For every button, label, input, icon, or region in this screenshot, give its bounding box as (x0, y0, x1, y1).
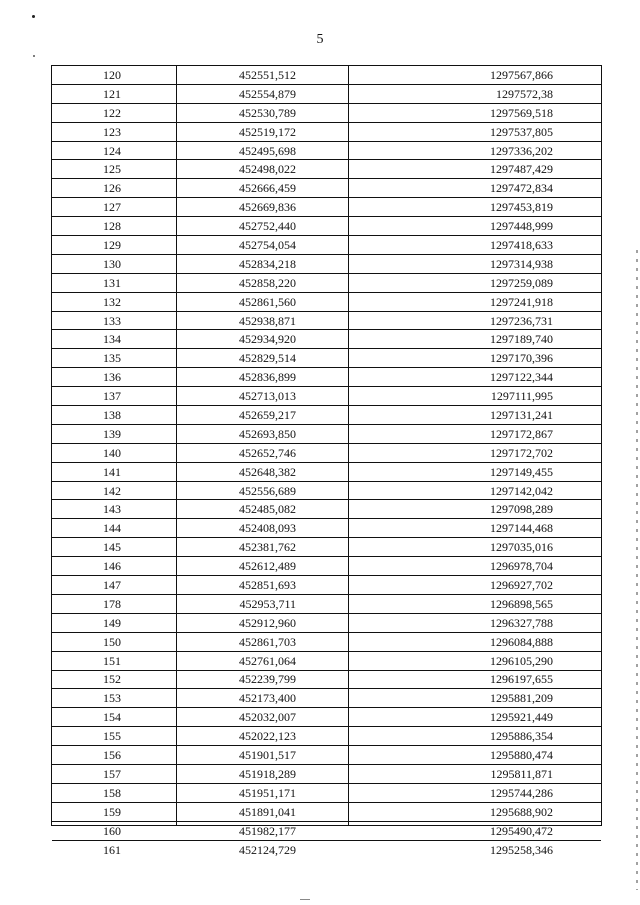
point-number-cell: 151 (103, 653, 121, 668)
table-row (52, 217, 601, 236)
x-coordinate-cell: 451982,177 (239, 823, 296, 838)
y-coordinate-cell: 1297314,938 (490, 256, 553, 271)
x-coordinate-cell: 452693,850 (239, 426, 296, 441)
table-row (52, 255, 601, 274)
point-number-cell: 128 (103, 219, 121, 234)
y-coordinate-cell: 1296927,702 (490, 577, 553, 592)
x-coordinate-cell: 452124,729 (239, 842, 296, 857)
point-number-cell: 143 (103, 502, 121, 517)
y-coordinate-cell: 1297448,999 (490, 219, 553, 234)
y-coordinate-cell: 1295880,474 (490, 748, 553, 762)
x-coordinate-cell: 452551,512 (239, 67, 296, 82)
x-coordinate-cell: 452754,054 (239, 237, 296, 252)
x-coordinate-cell: 452669,836 (239, 200, 296, 215)
table-row (52, 142, 601, 161)
y-coordinate-cell: 1297122,344 (490, 370, 553, 385)
x-coordinate-cell: 452713,013 (239, 389, 296, 404)
scan-speck (33, 55, 35, 57)
point-number-cell: 147 (103, 577, 121, 592)
point-number-cell: 131 (103, 275, 121, 290)
x-coordinate-cell: 452530,789 (239, 105, 296, 120)
table-row (52, 312, 601, 331)
y-coordinate-cell: 1297569,518 (490, 105, 553, 120)
table-row (52, 160, 601, 179)
y-coordinate-cell: 1297418,633 (490, 237, 553, 252)
table-row (52, 349, 601, 368)
scan-speck (300, 899, 310, 900)
point-number-cell: 156 (103, 748, 121, 762)
x-coordinate-cell: 452495,698 (239, 143, 296, 158)
point-number-cell: 125 (103, 162, 121, 177)
x-coordinate-cell: 452239,799 (239, 672, 296, 687)
y-coordinate-cell: 1297142,042 (490, 483, 553, 498)
table-row (52, 671, 601, 690)
y-coordinate-cell: 1296197,655 (490, 672, 553, 687)
y-coordinate-cell: 1295881,209 (490, 691, 553, 706)
x-coordinate-cell: 452761,064 (239, 653, 296, 668)
table-row (52, 708, 601, 727)
x-coordinate-cell: 452851,693 (239, 577, 296, 592)
y-coordinate-cell: 1296898,565 (490, 596, 553, 611)
x-coordinate-cell: 452381,762 (239, 540, 296, 555)
x-coordinate-cell: 452556,689 (239, 483, 296, 498)
x-coordinate-cell: 452829,514 (239, 351, 296, 366)
y-coordinate-cell: 1295921,449 (490, 710, 553, 725)
y-coordinate-cell: 1297487,429 (490, 162, 553, 177)
point-number-cell: 135 (103, 351, 121, 366)
table-row (52, 519, 601, 538)
x-coordinate-cell: 452498,022 (239, 162, 296, 177)
point-number-cell: 153 (103, 691, 121, 706)
table-row (52, 66, 601, 85)
y-coordinate-cell: 1297170,396 (490, 351, 553, 366)
scan-speck (32, 15, 35, 18)
x-coordinate-cell: 452934,920 (239, 332, 296, 347)
x-coordinate-cell: 452836,899 (239, 370, 296, 385)
point-number-cell: 152 (103, 672, 121, 687)
table-body (52, 66, 601, 859)
x-coordinate-cell: 452834,218 (239, 256, 296, 271)
table-row (52, 387, 601, 406)
y-coordinate-cell: 1297572,38 (496, 86, 553, 101)
y-coordinate-cell: 1297172,702 (490, 445, 553, 460)
table-row (52, 482, 601, 501)
point-number-cell: 139 (103, 426, 121, 441)
y-coordinate-cell: 1296978,704 (490, 559, 553, 574)
x-coordinate-cell: 452858,220 (239, 275, 296, 290)
x-coordinate-cell: 452032,007 (239, 710, 296, 725)
point-number-cell: 126 (103, 181, 121, 196)
y-coordinate-cell: 1297149,455 (490, 464, 553, 479)
x-coordinate-cell: 452519,172 (239, 124, 296, 139)
y-coordinate-cell: 1297035,016 (490, 540, 553, 555)
table-row (52, 822, 601, 841)
table-row (52, 463, 601, 482)
table-row (52, 406, 601, 425)
y-coordinate-cell: 1297537,805 (490, 124, 553, 139)
x-coordinate-cell: 452554,879 (239, 86, 296, 101)
x-coordinate-cell: 452485,082 (239, 502, 296, 517)
table-row (52, 727, 601, 746)
table-row (52, 330, 601, 349)
y-coordinate-cell: 1297144,468 (490, 521, 553, 536)
y-coordinate-cell: 1296105,290 (490, 653, 553, 668)
y-coordinate-cell: 1295811,871 (490, 766, 553, 781)
y-coordinate-cell: 1297567,866 (490, 67, 553, 82)
point-number-cell: 145 (103, 540, 121, 555)
table-row (52, 500, 601, 519)
point-number-cell: 120 (103, 67, 121, 82)
point-number-cell: 161 (103, 842, 121, 857)
x-coordinate-cell: 452938,871 (239, 313, 296, 328)
table-row (52, 803, 601, 822)
point-number-cell: 133 (103, 313, 121, 328)
table-row (52, 444, 601, 463)
y-coordinate-cell: 1297472,834 (490, 181, 553, 196)
page-number: 5 (316, 32, 324, 47)
point-number-cell: 154 (103, 710, 121, 725)
point-number-cell: 129 (103, 237, 121, 252)
y-coordinate-cell: 1297453,819 (490, 200, 553, 215)
table-row (52, 104, 601, 123)
point-number-cell: 142 (103, 483, 121, 498)
coordinates-table (51, 65, 602, 857)
point-number-cell: 138 (103, 407, 121, 422)
table-row (52, 198, 601, 217)
x-coordinate-cell: 452659,217 (239, 407, 296, 422)
x-coordinate-cell: 452666,459 (239, 181, 296, 196)
table-row (52, 652, 601, 671)
y-coordinate-cell: 1297236,731 (490, 313, 553, 328)
table-row (52, 85, 601, 104)
point-number-cell: 144 (103, 521, 121, 536)
point-number-cell: 130 (103, 256, 121, 271)
table-row (52, 746, 601, 765)
point-number-cell: 132 (103, 294, 121, 309)
y-coordinate-cell: 1297131,241 (490, 407, 553, 422)
y-coordinate-cell: 1295688,902 (490, 804, 553, 819)
point-number-cell: 158 (103, 785, 121, 800)
table-row (52, 557, 601, 576)
y-coordinate-cell: 1296084,888 (490, 634, 553, 649)
table-row (52, 293, 601, 312)
x-coordinate-cell: 452408,093 (239, 521, 296, 536)
x-coordinate-cell: 452861,560 (239, 294, 296, 309)
point-number-cell: 127 (103, 200, 121, 215)
y-coordinate-cell: 1297111,995 (490, 389, 553, 404)
scan-edge-mark (636, 250, 638, 890)
x-coordinate-cell: 451951,171 (239, 785, 296, 800)
table-row (52, 633, 601, 652)
point-number-cell: 121 (103, 86, 121, 101)
x-coordinate-cell: 452173,400 (239, 691, 296, 706)
point-number-cell: 140 (103, 445, 121, 460)
point-number-cell: 178 (103, 596, 121, 611)
point-number-cell: 157 (103, 766, 121, 781)
point-number-cell: 150 (103, 634, 121, 649)
table-row (52, 576, 601, 595)
point-number-cell: 146 (103, 559, 121, 574)
x-coordinate-cell: 452912,960 (239, 615, 296, 630)
point-number-cell: 134 (103, 332, 121, 347)
table-row (52, 784, 601, 803)
point-number-cell: 123 (103, 124, 121, 139)
table-row (52, 179, 601, 198)
x-coordinate-cell: 451918,289 (239, 766, 296, 781)
y-coordinate-cell: 1297259,089 (490, 275, 553, 290)
table-row (52, 236, 601, 255)
y-coordinate-cell: 1297241,918 (490, 294, 553, 309)
x-coordinate-cell: 452752,440 (239, 219, 296, 234)
y-coordinate-cell: 1295744,286 (490, 785, 553, 800)
table-row (52, 765, 601, 784)
point-number-cell: 137 (103, 389, 121, 404)
point-number-cell: 159 (103, 804, 121, 819)
table-row (52, 689, 601, 708)
table-row (52, 274, 601, 293)
table-row (52, 614, 601, 633)
x-coordinate-cell: 452612,489 (239, 559, 296, 574)
table-row (52, 425, 601, 444)
y-coordinate-cell: 1295490,472 (490, 823, 553, 838)
x-coordinate-cell: 452861,703 (239, 634, 296, 649)
point-number-cell: 141 (103, 464, 121, 479)
point-number-cell: 149 (103, 615, 121, 630)
y-coordinate-cell: 1297189,740 (490, 332, 553, 347)
x-coordinate-cell: 452648,382 (239, 464, 296, 479)
x-coordinate-cell: 452022,123 (239, 729, 296, 744)
point-number-cell: 155 (103, 729, 121, 744)
y-coordinate-cell: 1297336,202 (490, 143, 553, 158)
x-coordinate-cell: 451901,517 (239, 748, 296, 762)
table-row (52, 123, 601, 142)
table-row (52, 538, 601, 557)
point-number-cell: 124 (103, 143, 121, 158)
y-coordinate-cell: 1295886,354 (490, 729, 553, 744)
point-number-cell: 160 (103, 823, 121, 838)
y-coordinate-cell: 1297172,867 (490, 426, 553, 441)
x-coordinate-cell: 452652,746 (239, 445, 296, 460)
point-number-cell: 122 (103, 105, 121, 120)
x-coordinate-cell: 452953,711 (239, 596, 296, 611)
y-coordinate-cell: 1295258,346 (490, 842, 553, 857)
y-coordinate-cell: 1297098,289 (490, 502, 553, 517)
point-number-cell: 136 (103, 370, 121, 385)
table-row (52, 841, 601, 860)
table-row (52, 595, 601, 614)
x-coordinate-cell: 451891,041 (239, 804, 296, 819)
y-coordinate-cell: 1296327,788 (490, 615, 553, 630)
table-row (52, 368, 601, 387)
